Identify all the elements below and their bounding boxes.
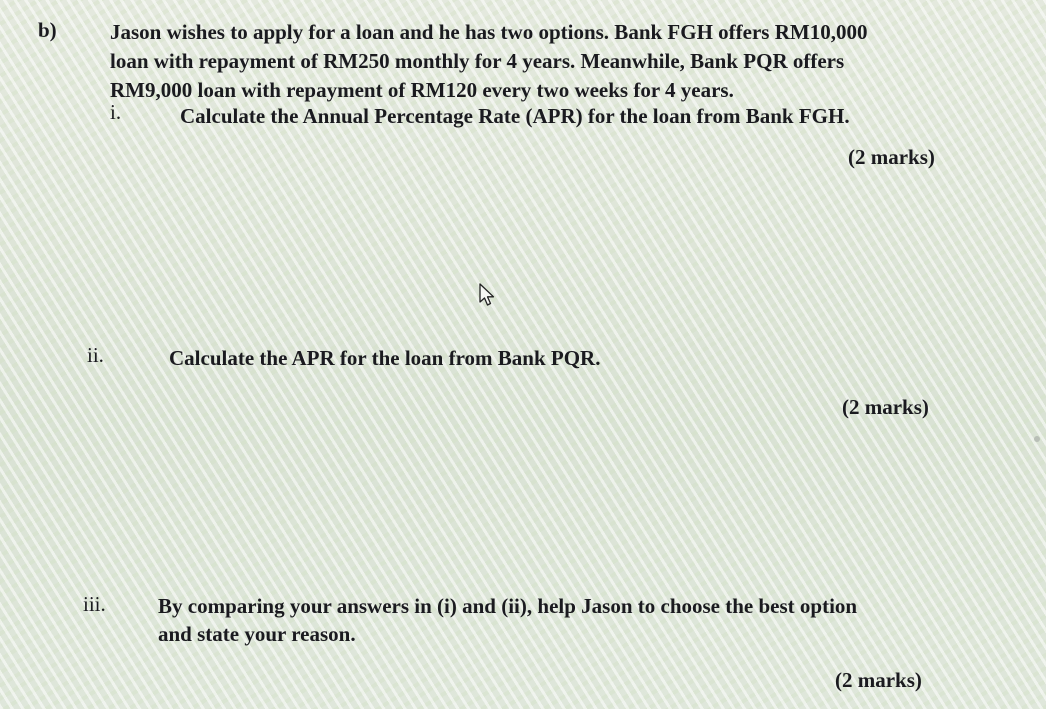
speck	[1034, 436, 1040, 442]
subquestion-numeral: i.	[110, 100, 122, 124]
subquestion-text: Calculate the APR for the loan from Bank PQR.	[169, 346, 601, 370]
question-intro-line: RM9,000 loan with repayment of RM120 every two weeks for 4 years.	[110, 78, 734, 102]
subquestion-numeral: iii.	[83, 592, 106, 616]
subquestion-marks: (2 marks)	[835, 668, 922, 692]
mouse-pointer-icon	[478, 283, 498, 307]
subquestion-text: Calculate the Annual Percentage Rate (APR) for the loan from Bank FGH.	[180, 104, 850, 128]
question-intro-line: loan with repayment of RM250 monthly for 4 years. Meanwhile, Bank PQR offers	[110, 49, 845, 73]
question-part-label: b)	[38, 18, 57, 42]
subquestion-marks: (2 marks)	[848, 145, 935, 169]
subquestion-marks: (2 marks)	[842, 395, 929, 419]
question-intro-line: Jason wishes to apply for a loan and he has two options. Bank FGH offers RM10,000	[110, 20, 868, 44]
subquestion-numeral: ii.	[87, 343, 104, 367]
subquestion-text: By comparing your answers in (i) and (ii), help Jason to choose the best option	[158, 594, 858, 618]
subquestion-text: and state your reason.	[158, 622, 356, 646]
